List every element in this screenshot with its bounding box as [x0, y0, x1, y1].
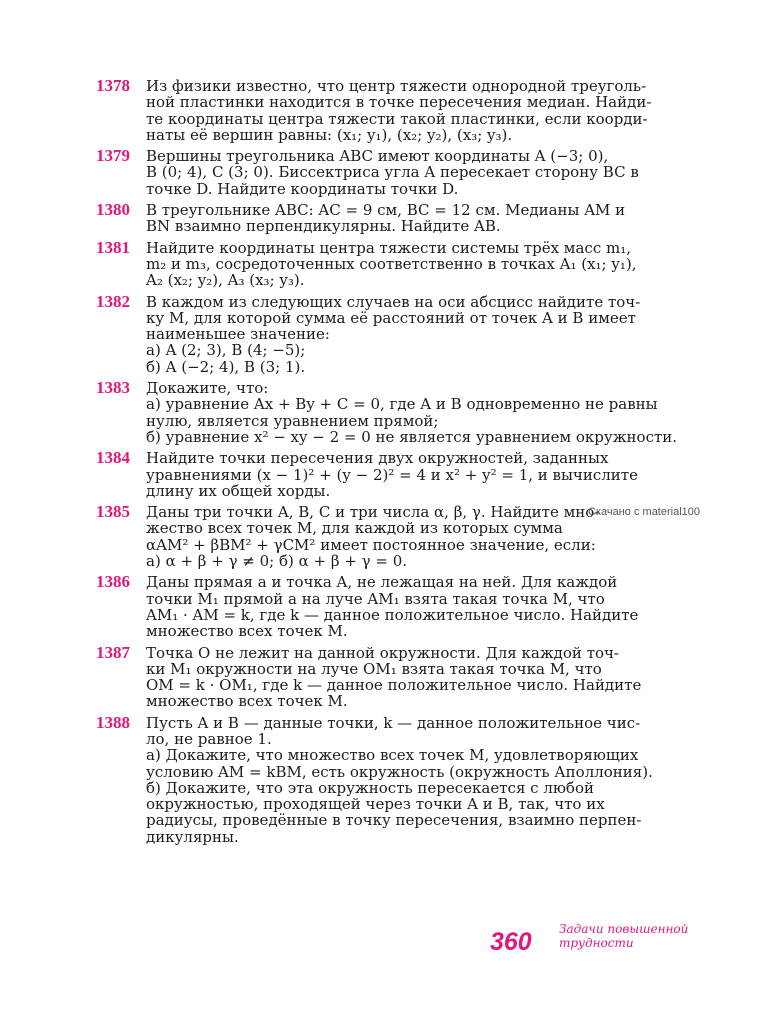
- text-line: точке D. Найдите координаты точки D.: [146, 179, 459, 198]
- problem-number: 1386: [96, 572, 130, 592]
- text-line: B (0; 4), C (3; 0). Биссектриса угла A пересекает сторону BC в: [146, 163, 639, 182]
- problem-text: [146, 715, 704, 845]
- text-line: Даны три точки A, B, C и три числа α, β, γ. Найдите мно-: [146, 503, 600, 522]
- problem-number: 1384: [96, 448, 130, 468]
- problem-text: [146, 574, 704, 639]
- text-line: AM₁ · AM = k, где k — данное положительное число. Найдите: [146, 605, 639, 624]
- problem-1388: [96, 712, 704, 846]
- text-line: наты её вершин равны: (x₁; y₁), (x₂; y₂), (x₃; y₃).: [146, 125, 513, 144]
- text-line: жество всех точек M, для каждой из которых сумма: [146, 519, 563, 538]
- problem-1386: [96, 574, 704, 639]
- problem-text: [146, 78, 704, 143]
- text-line: б) уравнение x² − xy − 2 = 0 не является уравнением окружности.: [146, 427, 678, 446]
- problem-number: 1383: [96, 378, 130, 398]
- text-line: множество всех точек M.: [146, 622, 348, 641]
- section-title-line: Задачи повышенной: [559, 922, 689, 936]
- text-line: ку M, для которой сумма её расстояний от точек A и B имеет: [146, 308, 636, 327]
- section-title: [559, 922, 709, 950]
- problem-number: 1380: [96, 200, 130, 220]
- text-line: В треугольнике ABC: AC = 9 см, BC = 12 см. Медианы AM и: [146, 201, 626, 220]
- problem-list: [96, 78, 704, 850]
- problem-1384: [96, 450, 704, 499]
- problem-1379: [96, 148, 704, 197]
- text-line: те координаты центра тяжести такой пластинки, если коорди-: [146, 109, 648, 128]
- text-line: длину их общей хорды.: [146, 481, 331, 500]
- problem-number: 1387: [96, 642, 130, 662]
- problem-1387: [96, 642, 704, 711]
- text-line: окружностью, проходящей через точки A и B, так, что их: [146, 795, 605, 814]
- text-line: условию AM = kBM, есть окружность (окружность Аполлония).: [146, 762, 653, 781]
- text-line: OM = k · OM₁, где k — данное положительное число. Найдите: [146, 676, 642, 695]
- text-line: а) α + β + γ ≠ 0; б) α + β + γ = 0.: [146, 552, 408, 571]
- text-line: а) Докажите, что множество всех точек M, удовлетворяющих: [146, 746, 639, 765]
- text-line: наименьшее значение:: [146, 325, 330, 344]
- text-line: ло, не равное 1.: [146, 729, 272, 748]
- text-line: Вершины треугольника ABC имеют координаты A (−3; 0),: [146, 147, 609, 166]
- problem-number: 1378: [96, 76, 130, 95]
- text-line: Докажите, что:: [146, 379, 269, 398]
- text-line: нулю, является уравнением прямой;: [146, 411, 439, 430]
- text-line: б) Докажите, что эта окружность пересекается с любой: [146, 778, 594, 797]
- text-line: уравнениями (x − 1)² + (y − 2)² = 4 и x² + y² = 1, и вычислите: [146, 465, 638, 484]
- text-line: множество всех точек M.: [146, 692, 348, 711]
- problem-1380: [96, 202, 704, 235]
- text-line: В каждом из следующих случаев на оси абсцисс найдите точ-: [146, 292, 641, 311]
- text-line: Из физики известно, что центр тяжести однородной треуголь-: [146, 77, 647, 95]
- text-line: A₂ (x₂; y₂), A₃ (x₃; y₃).: [146, 271, 305, 290]
- text-line: б) A (−2; 4), B (3; 1).: [146, 357, 306, 376]
- text-line: BN взаимно перпендикулярны. Найдите AB.: [146, 217, 501, 236]
- problem-number: 1381: [96, 237, 130, 257]
- text-line: а) уравнение Ax + By + C = 0, где A и B одновременно не равны: [146, 395, 658, 414]
- text-line: а) A (2; 3), B (4; −5);: [146, 341, 306, 360]
- problem-1383: [96, 380, 704, 445]
- text-line: αAM² + βBM² + γCM² имеет постоянное значение, если:: [146, 535, 596, 554]
- problem-number: 1379: [96, 146, 130, 166]
- watermark: Скачано с material100: [588, 506, 701, 518]
- problem-1381: [96, 237, 704, 290]
- problem-number: 1388: [96, 712, 130, 732]
- problem-text: [146, 202, 704, 235]
- text-line: ки M₁ окружности на луче OM₁ взята такая точка M, что: [146, 659, 602, 678]
- text-line: точки M₁ прямой a на луче AM₁ взята такая точка M, что: [146, 589, 605, 608]
- text-line: Даны прямая a и точка A, не лежащая на ней. Для каждой: [146, 573, 618, 592]
- text-line: Пусть A и B — данные точки, k — данное положительное чис-: [146, 713, 641, 732]
- problem-number: 1382: [96, 291, 130, 311]
- problem-text: [146, 380, 704, 445]
- problem-text: [146, 148, 704, 197]
- text-line: Найдите координаты центра тяжести системы трёх масс m₁,: [146, 238, 631, 257]
- problem-1378: [96, 78, 704, 143]
- text-line: Найдите точки пересечения двух окружностей, заданных: [146, 449, 609, 468]
- text-line: ной пластинки находится в точке пересечения медиан. Найди-: [146, 93, 652, 112]
- problem-text: [146, 645, 704, 710]
- problem-1382: [96, 291, 704, 376]
- problem-number: 1385: [96, 502, 130, 522]
- problem-text: [146, 294, 704, 375]
- problem-text: [146, 240, 704, 289]
- text-line: радиусы, проведённые в точку пересечения, взаимно перпен-: [146, 811, 642, 830]
- problem-text: [146, 450, 704, 499]
- page-number: 360: [490, 928, 532, 956]
- text-line: дикулярны.: [146, 827, 239, 846]
- text-line: m₂ и m₃, сосредоточенных соответственно в точках A₁ (x₁; y₁),: [146, 254, 637, 273]
- text-line: Точка O не лежит на данной окружности. Для каждой точ-: [146, 643, 620, 662]
- section-title-line: трудности: [559, 936, 634, 950]
